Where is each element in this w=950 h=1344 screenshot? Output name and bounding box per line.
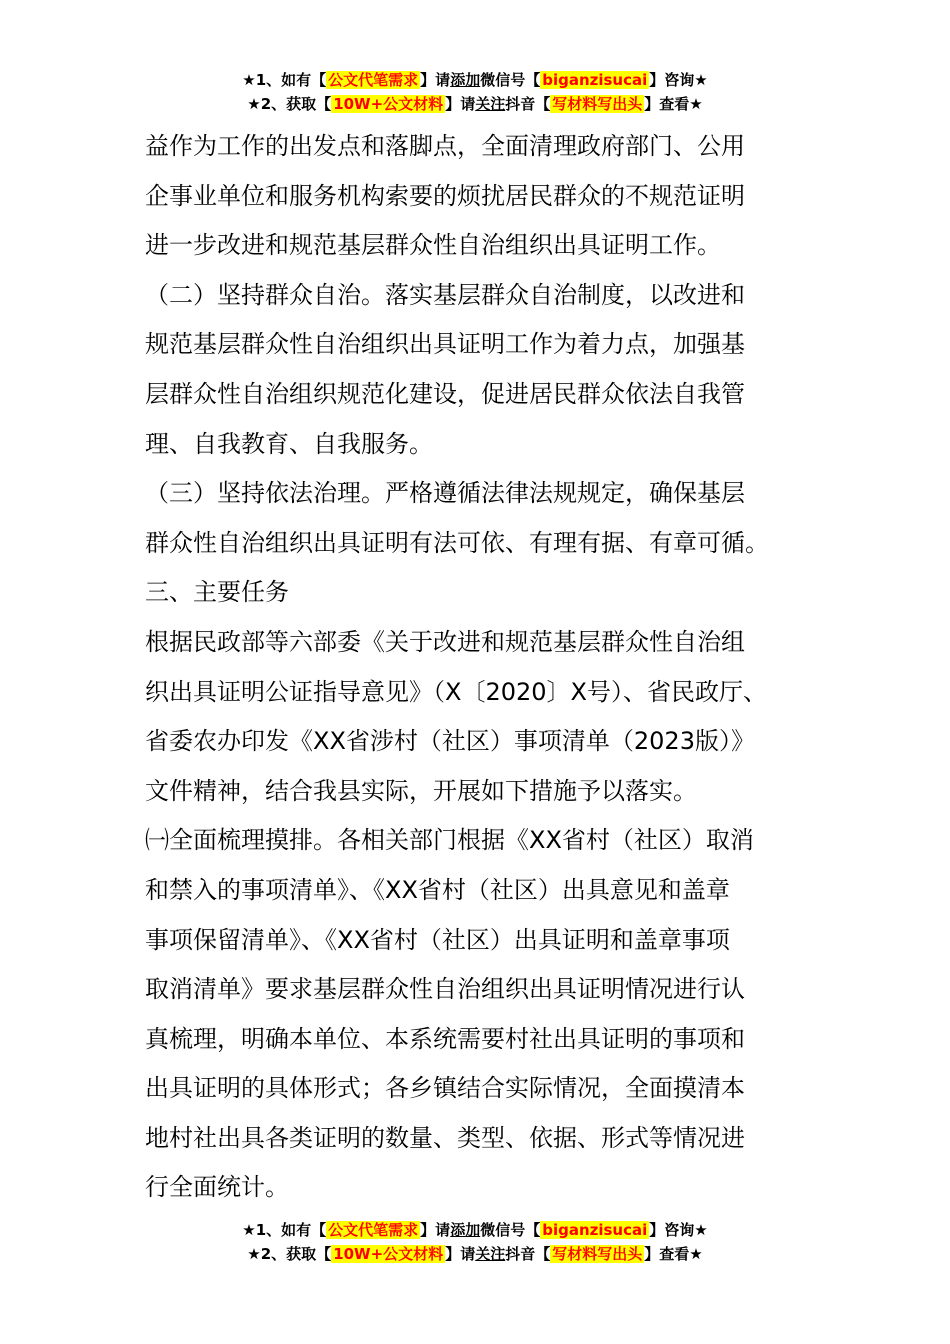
body-line: 层群众性自治组织规范化建设，促进居民群众依法自我管 bbox=[145, 379, 745, 408]
body-line: 企事业单位和服务机构索要的烦扰居民群众的不规范证明 bbox=[145, 181, 745, 210]
promo-text: 抖音【 bbox=[505, 1245, 551, 1263]
promo-highlight: 写材料写出头 bbox=[552, 1245, 643, 1263]
promo-text: 】请 bbox=[420, 1221, 451, 1239]
promo-text: 】请 bbox=[445, 1245, 476, 1263]
promo-text: 】查看★ bbox=[644, 95, 703, 113]
promo-highlight: biganzisucai bbox=[542, 1221, 648, 1239]
body-line: 出具证明的具体形式；各乡镇结合实际情况，全面摸清本 bbox=[145, 1074, 745, 1103]
body-line: ㈠全面梳理摸排。各相关部门根据《XX省村（社区）取消 bbox=[145, 826, 754, 855]
promo-text: 】查看★ bbox=[644, 1245, 703, 1263]
promo-underline: 添加 bbox=[450, 1221, 481, 1239]
promo-text: ★2、获取【 bbox=[247, 95, 332, 113]
body-line: （二）坚持群众自治。落实基层群众自治制度，以改进和 bbox=[145, 280, 745, 309]
promo-text: 】咨询★ bbox=[649, 1221, 708, 1239]
promo-text: 】请 bbox=[420, 71, 451, 89]
body-line: 行全面统计。 bbox=[145, 1173, 289, 1202]
promo-line-2 bbox=[0, 1242, 950, 1266]
promo-line-1 bbox=[0, 1218, 950, 1242]
promo-text: ★1、如有【 bbox=[242, 71, 327, 89]
promo-underline: 关注 bbox=[475, 1245, 506, 1263]
promo-text: 】咨询★ bbox=[649, 71, 708, 89]
promo-text: 】请 bbox=[445, 95, 476, 113]
body-line: 理、自我教育、自我服务。 bbox=[145, 429, 433, 458]
promo-text: 微信号【 bbox=[480, 1221, 541, 1239]
promo-highlight: 10W+公文材料 bbox=[333, 95, 444, 113]
promo-highlight: 公文代笔需求 bbox=[328, 71, 419, 89]
body-line: 事项保留清单》、《XX省村（社区）出具证明和盖章事项 bbox=[145, 925, 730, 954]
promo-highlight: biganzisucai bbox=[542, 71, 648, 89]
body-line: 织出具证明公证指导意见》（X〔2020〕X号）、省民政厅、 bbox=[145, 677, 767, 706]
body-line: 群众性自治组织出具证明有法可依、有理有据、有章可循。 bbox=[145, 528, 769, 557]
promo-underline: 关注 bbox=[475, 95, 506, 113]
promo-line-2 bbox=[0, 92, 950, 116]
body-line: 规范基层群众性自治组织出具证明工作为着力点，加强基 bbox=[145, 330, 745, 359]
body-line: （三）坚持依法治理。严格遵循法律法规规定，确保基层 bbox=[145, 479, 745, 508]
promo-highlight: 写材料写出头 bbox=[552, 95, 643, 113]
body-line: 真梳理，明确本单位、本系统需要村社出具证明的事项和 bbox=[145, 1024, 745, 1053]
body-line: 取消清单》要求基层群众性自治组织出具证明情况进行认 bbox=[145, 975, 745, 1004]
promo-text: ★1、如有【 bbox=[242, 1221, 327, 1239]
promo-underline: 添加 bbox=[450, 71, 481, 89]
promo-line-1 bbox=[0, 68, 950, 92]
body-line: 省委农办印发《XX省涉村（社区）事项清单（2023版）》 bbox=[145, 727, 755, 756]
body-line: 根据民政部等六部委《关于改进和规范基层群众性自治组 bbox=[145, 627, 745, 656]
body-line: 益作为工作的出发点和落脚点，全面清理政府部门、公用 bbox=[145, 132, 745, 160]
promo-highlight: 公文代笔需求 bbox=[328, 1221, 419, 1239]
section-heading: 三、主要任务 bbox=[145, 578, 289, 607]
body-line: 进一步改进和规范基层群众性自治组织出具证明工作。 bbox=[145, 231, 721, 260]
document-body bbox=[145, 122, 825, 1213]
promo-highlight: 10W+公文材料 bbox=[333, 1245, 444, 1263]
body-line: 地村社出具各类证明的数量、类型、依据、形式等情况进 bbox=[145, 1123, 745, 1152]
promo-banner-top bbox=[0, 68, 950, 116]
promo-banner-bottom bbox=[0, 1218, 950, 1266]
promo-text: ★2、获取【 bbox=[247, 1245, 332, 1263]
body-line: 和禁入的事项清单》、《XX省村（社区）出具意见和盖章 bbox=[145, 875, 730, 904]
promo-text: 抖音【 bbox=[505, 95, 551, 113]
body-line: 文件精神，结合我县实际，开展如下措施予以落实。 bbox=[145, 776, 697, 805]
promo-text: 微信号【 bbox=[480, 71, 541, 89]
